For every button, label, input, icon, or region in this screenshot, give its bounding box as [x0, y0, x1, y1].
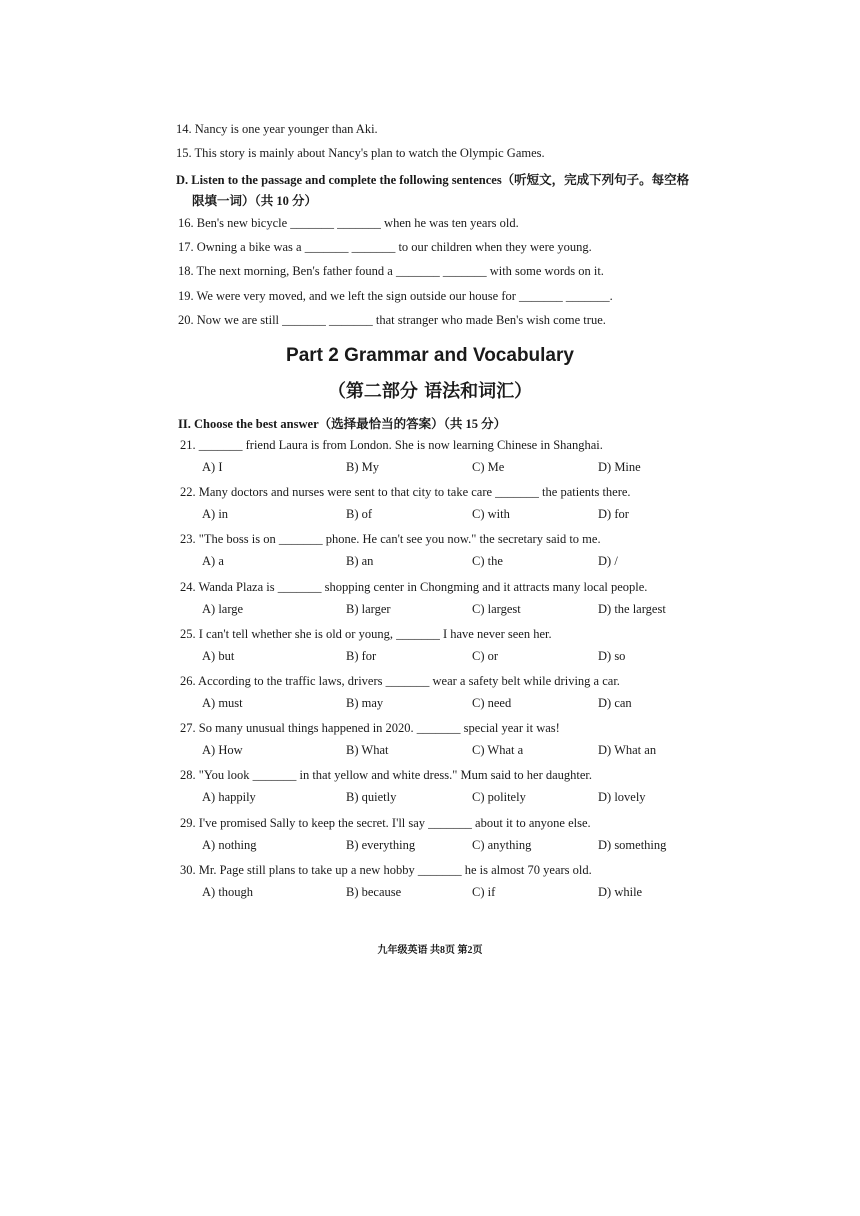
option-22-c[interactable]: C) with	[472, 507, 510, 522]
question-20: 20. Now we are still _______ _______ that stranger who made Ben's wish come true.	[178, 313, 606, 327]
option-24-a[interactable]: A) large	[202, 601, 244, 616]
option-22-a[interactable]: A) in	[202, 507, 229, 522]
option-24-c[interactable]: C) largest	[472, 601, 521, 616]
question-15: 15. This story is mainly about Nancy's plan to watch the Olympic Games.	[176, 146, 545, 160]
question-23: 23. "The boss is on _______ phone. He can't see you now." the secretary said to me.	[180, 532, 601, 547]
option-28-c[interactable]: C) politely	[472, 790, 526, 805]
option-21-c[interactable]: C) Me	[472, 460, 505, 474]
option-30-a[interactable]: A) though	[202, 884, 254, 899]
option-26-a[interactable]: A) must	[202, 696, 243, 710]
option-29-b[interactable]: B) everything	[346, 837, 416, 852]
option-23-a[interactable]: A) a	[202, 554, 224, 569]
option-21-d[interactable]: D) Mine	[598, 460, 641, 474]
question-30: 30. Mr. Page still plans to take up a new hobby _______ he is almost 70 years old.	[180, 862, 592, 877]
section-d-title: D. Listen to the passage and complete the following sentences（听短文，完成下列句子。每空格	[176, 173, 690, 187]
option-28-a[interactable]: A) happily	[202, 790, 256, 805]
option-25-b[interactable]: B) for	[346, 648, 377, 663]
option-24-b[interactable]: B) larger	[346, 601, 391, 616]
option-26-c[interactable]: C) need	[472, 696, 512, 710]
option-21-a[interactable]: A) I	[202, 460, 223, 474]
option-30-d[interactable]: D) while	[598, 884, 643, 899]
option-22-d[interactable]: D) for	[598, 507, 629, 522]
part2-subtitle: （第二部分 语法和词汇）	[327, 381, 533, 402]
option-23-d[interactable]: D) /	[598, 554, 618, 569]
question-18: 18. The next morning, Ben's father found a _______ _______ with some words on it.	[178, 264, 604, 278]
question-14: 14. Nancy is one year younger than Aki.	[176, 122, 378, 136]
option-27-b[interactable]: B) What	[346, 743, 389, 758]
option-22-b[interactable]: B) of	[346, 507, 373, 522]
option-23-b[interactable]: B) an	[346, 554, 374, 569]
option-29-a[interactable]: A) nothing	[202, 837, 257, 852]
option-25-c[interactable]: C) or	[472, 648, 499, 663]
option-25-a[interactable]: A) but	[202, 648, 235, 663]
option-28-b[interactable]: B) quietly	[346, 790, 397, 805]
option-27-d[interactable]: D) What an	[598, 743, 657, 758]
option-23-c[interactable]: C) the	[472, 554, 503, 569]
section-ii-title: II. Choose the best answer（选择最恰当的答案）（共 15 分）	[178, 417, 507, 431]
question-21: 21. _______ friend Laura is from London. She is now learning Chinese in Shanghai.	[180, 438, 603, 452]
question-28: 28. "You look _______ in that yellow and white dress." Mum said to her daughter.	[180, 768, 593, 783]
question-24: 24. Wanda Plaza is _______ shopping center in Chongming and it attracts many local people.	[180, 579, 648, 594]
option-25-d[interactable]: D) so	[598, 648, 626, 663]
option-28-d[interactable]: D) lovely	[598, 790, 646, 805]
page-footer: 九年级英语 共8页 第2页	[377, 945, 483, 956]
question-29: 29. I've promised Sally to keep the secret. I'll say _______ about it to anyone else.	[180, 815, 591, 830]
question-22: 22. Many doctors and nurses were sent to that city to take care _______ the patients there.	[180, 485, 631, 500]
question-27: 27. So many unusual things happened in 2020. _______ special year it was!	[180, 721, 560, 736]
question-19: 19. We were very moved, and we left the sign outside our house for _______ _______.	[178, 289, 613, 303]
option-26-b[interactable]: B) may	[346, 696, 384, 710]
option-29-c[interactable]: C) anything	[472, 837, 532, 852]
option-27-c[interactable]: C) What a	[472, 743, 524, 758]
option-21-b[interactable]: B) My	[346, 460, 379, 474]
question-17: 17. Owning a bike was a _______ _______ to our children when they were young.	[178, 240, 592, 254]
question-16: 16. Ben's new bicycle _______ _______ when he was ten years old.	[178, 216, 519, 230]
question-25: 25. I can't tell whether she is old or young, _______ I have never seen her.	[180, 626, 552, 641]
option-30-c[interactable]: C) if	[472, 884, 496, 899]
option-26-d[interactable]: D) can	[598, 696, 632, 710]
section-d-title-cont: 限填一词）（共 10 分）	[192, 194, 318, 208]
option-24-d[interactable]: D) the largest	[598, 601, 666, 616]
question-26: 26. According to the traffic laws, drivers _______ wear a safety belt while driving a car.	[180, 674, 620, 688]
option-27-a[interactable]: A) How	[202, 743, 243, 758]
option-30-b[interactable]: B) because	[346, 884, 402, 899]
part2-title: Part 2 Grammar and Vocabulary	[286, 345, 574, 366]
option-29-d[interactable]: D) something	[598, 837, 667, 852]
